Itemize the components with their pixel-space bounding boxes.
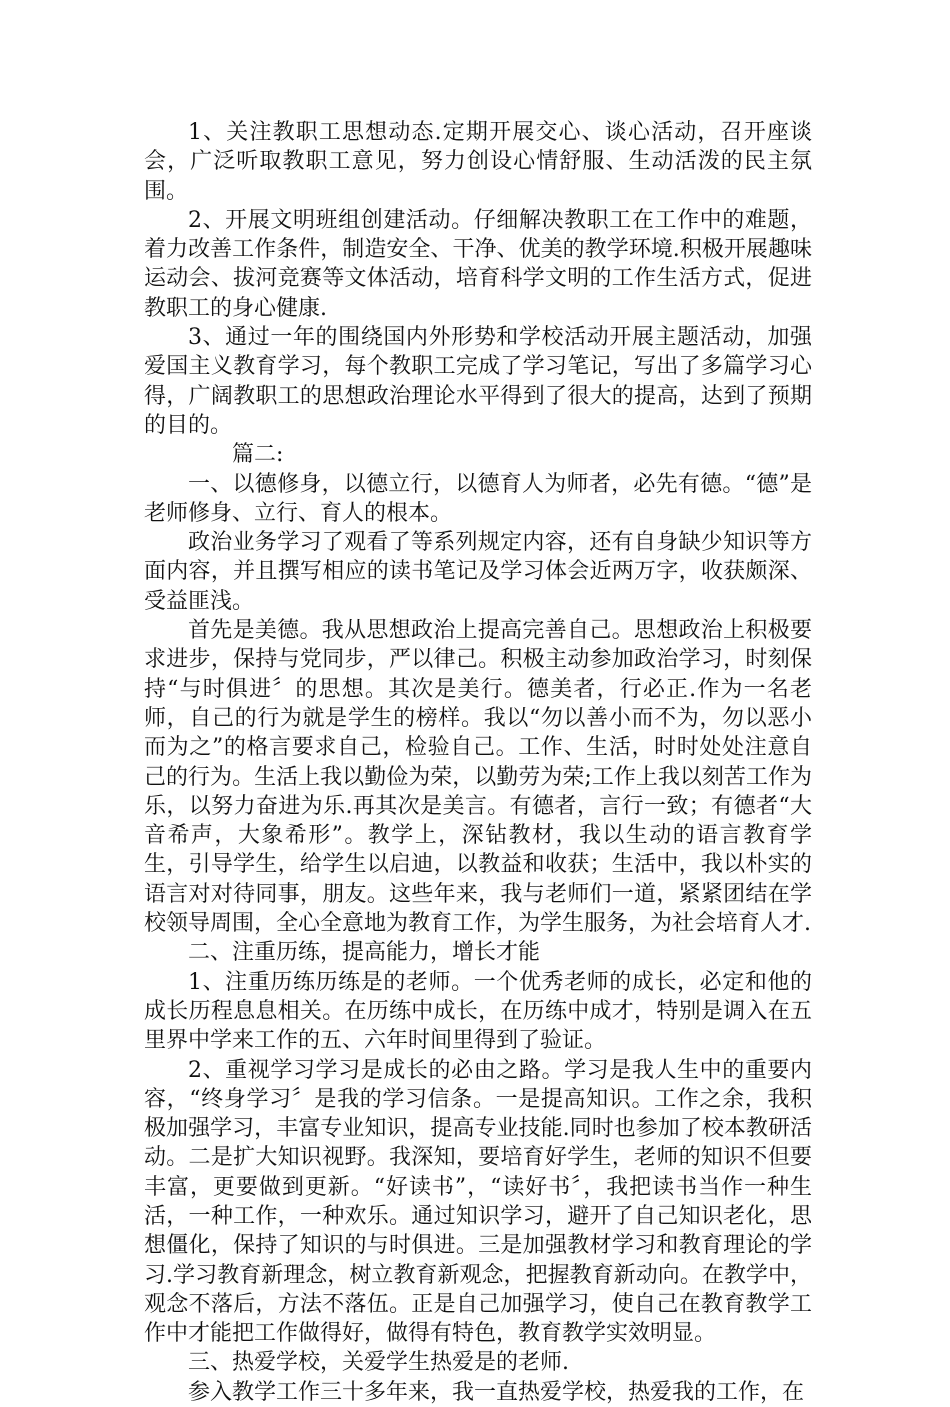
paragraph-6: 首先是美德。我从思想政治上提高完善自己。思想政治上积极要求进步，保持与党同步，严以律己。积极主动参加政治学习，时刻保持“与时俱进〞的思想。其次是美行。德美者，行必正.作为一名老师，自己的行为就是学生的榜样。我以“勿以善小而不为，勿以恶小而为之”的格言要求自己，检验自己。工作、生活，时时处处注意自己的行为。生活上我以勤俭为荣，以勤劳为荣;工作上我以刻苦工作为乐，以努力奋进为乐.再其次是美言。有德者，言行一致；有德者“大音希声，大象希形”。教学上，深钻教材，我以生动的语言教育学生，引导学生，给学生以启迪，以教益和收获；生活中，我以朴实的语言对对待同事，朋友。这些年来，我与老师们一道，紧紧团结在学校领导周围，全心全意地为教育工作，为学生服务，为社会培育人才. — [144, 618, 812, 937]
section-heading-pian-2: 篇二: — [232, 442, 284, 468]
section-heading-3: 三、热爱学校，关爱学生热爱是的老师. — [188, 1350, 569, 1376]
paragraph-7: 1、注重历练历练是的老师。一个优秀老师的成长，必定和他的成长历程息息相关。在历练中成长，在历练中成才，特别是调入在五里界中学来工作的五、六年时间里得到了验证。 — [144, 969, 812, 1054]
paragraph-2: 2、开展文明班组创建活动。仔细解决教职工在工作中的难题，着力改善工作条件，制造安全、干净、优美的教学环境.积极开展趣味运动会、拔河竞赛等文体活动，培育科学文明的工作生活方式，促进教职工的身心健康. — [144, 207, 812, 321]
document-page — [144, 118, 812, 1407]
paragraph-5: 政治业务学习了观看了等系列规定内容，还有自身缺少知识等方面内容，并且撰写相应的读书笔记及学习体会近两万字，收获颇深、受益匪浅。 — [144, 530, 812, 614]
section-heading-2: 二、注重历练，提高能力，增长才能 — [188, 940, 541, 966]
paragraph-4: 一、以德修身，以德立行，以德育人为师者，必先有德。“德”是老师修身、立行、育人的根本。 — [144, 471, 812, 526]
paragraph-8: 2、重视学习学习是成长的必由之路。学习是我人生中的重要内容，“终身学习〞是我的学习信条。一是提高知识。工作之余，我积极加强学习，丰富专业知识，提高专业技能.同时也参加了校本教研活动。二是扩大知识视野。我深知，要培育好学生，老师的知识不但要丰富，更要做到更新。“好读书”，“读好书〞，我把读书当作一种生活，一种工作，一种欢乐。通过知识学习，避开了自己知识老化，思想僵化，保持了知识的与时俱进。三是加强教材学习和教育理论的学习.学习教育新理念，树立教育新观念，把握教育新动向。在教学中，观念不落后，方法不落伍。正是自己加强学习，使自己在教育教学工作中才能把工作做得好，做得有特色，教育教学实效明显。 — [144, 1057, 812, 1347]
paragraph-1: 1、关注教职工思想动态.定期开展交心、谈心活动，召开座谈会，广泛听取教职工意见，努力创设心情舒服、生动活泼的民主氛围。 — [144, 120, 812, 204]
paragraph-9: 参入教学工作三十多年来，我一直热爱学校，热爱我的工作，在 — [188, 1379, 805, 1405]
paragraph-3: 3、通过一年的围绕国内外形势和学校活动开展主题活动，加强爱国主义教育学习，每个教职工完成了学习笔记，写出了多篇学习心得，广阔教职工的思想政治理论水平得到了很大的提高，达到了预期的目的。 — [144, 325, 812, 438]
